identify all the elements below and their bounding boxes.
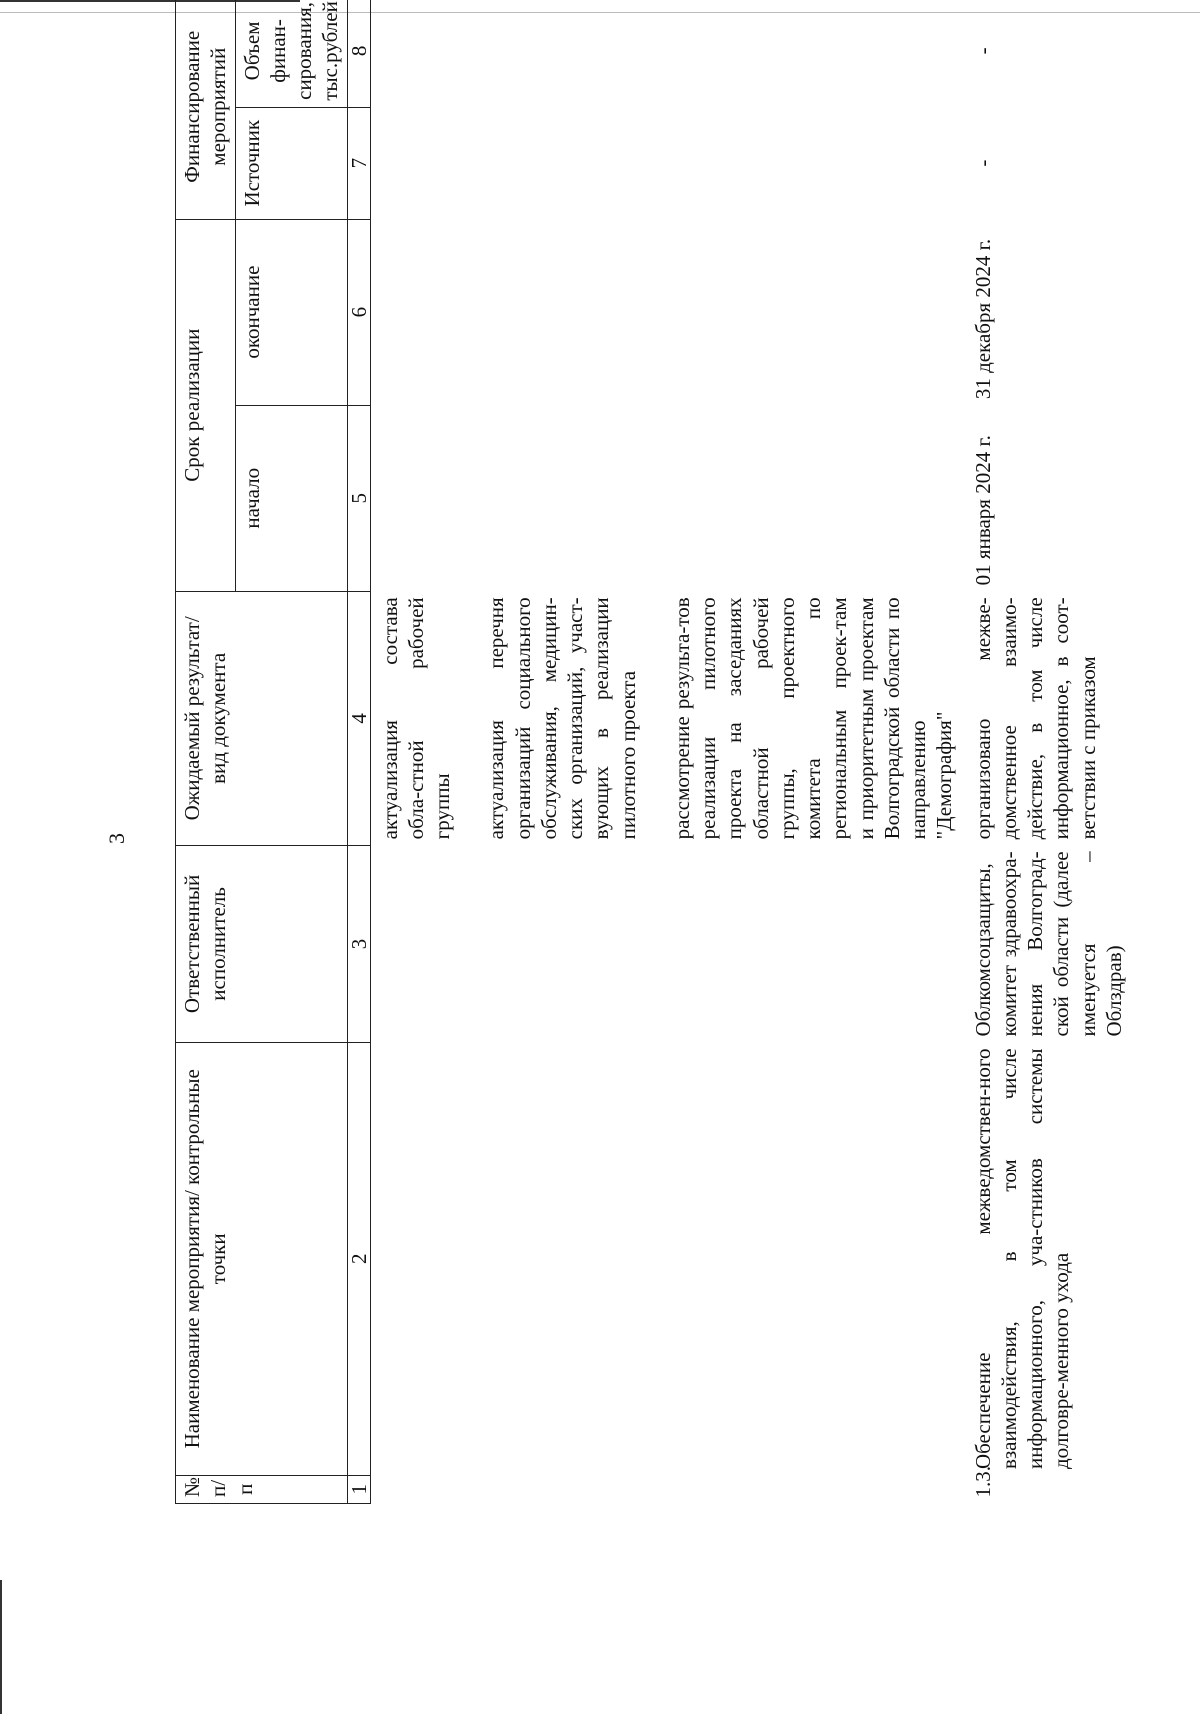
result-item: актуализация состава обла-стной рабочей группы (377, 597, 454, 840)
continued-row (370, 0, 964, 1504)
row-number: 1.3. (970, 1466, 995, 1498)
row-result: организовано межве-домственное взаимо-действие, в том числе информационное, в соот-ветствии с приказом (970, 597, 1100, 840)
index-cell: 7 (347, 107, 370, 219)
header-row-1 (176, 0, 236, 1504)
table-row-1-3 (964, 0, 1134, 1504)
result-item: рассмотрение результа-тов реализации пилотного проекта на заседаниях областной рабочей группы, проектного комитета по региональным проек-там и приоритетным проектам Волгоградской области по направлению "Демография" (669, 597, 957, 840)
row-name: Обеспечение межведомствен-ного взаимодействия, в том числе информационного, уча-стников системы долговре-менного ухода (970, 1048, 1074, 1470)
header-executor: Ответственный исполнитель (176, 845, 348, 1042)
header-start: начало (235, 405, 347, 591)
continued-results-cell (370, 591, 964, 845)
index-cell: 4 (347, 591, 370, 845)
row-start: 01 января 2024 г. (970, 435, 995, 586)
index-row (347, 0, 370, 1504)
row-source: - (970, 159, 995, 167)
row-volume: - (970, 47, 995, 55)
header-num: № п/п (176, 1475, 348, 1503)
header-result: Ожидаемый результат/ вид документа (176, 591, 348, 845)
index-cell: 5 (347, 405, 370, 591)
plan-table (175, 0, 1133, 1504)
index-cell: 1 (347, 1475, 370, 1503)
page-number: 3 (104, 833, 129, 844)
row-end: 31 декабря 2024 г. (970, 238, 995, 400)
result-item: актуализация перечня организаций социального обслуживания, медицин-ских организаций, участ-вующих в реализации пилотного проекта (484, 597, 640, 840)
index-cell: 3 (347, 845, 370, 1042)
index-cell: 6 (347, 219, 370, 405)
header-name: Наименование мероприятия/ контрольные точки (176, 1042, 348, 1475)
header-financing: Финансирование мероприятий (176, 0, 236, 219)
row-executor: Облкомсоцзащиты, комитет здравоохра-нения Волгоград-ской области (далее именуется – Облздрав) (970, 851, 1126, 1037)
header-period: Срок реализации (176, 219, 236, 591)
header-end: окончание (235, 219, 347, 405)
index-cell: 2 (347, 1042, 370, 1475)
header-source: Источник (235, 107, 347, 219)
header-volume: Объем финан-сирования, тыс.рублей (235, 0, 347, 107)
index-cell: 8 (347, 0, 370, 107)
